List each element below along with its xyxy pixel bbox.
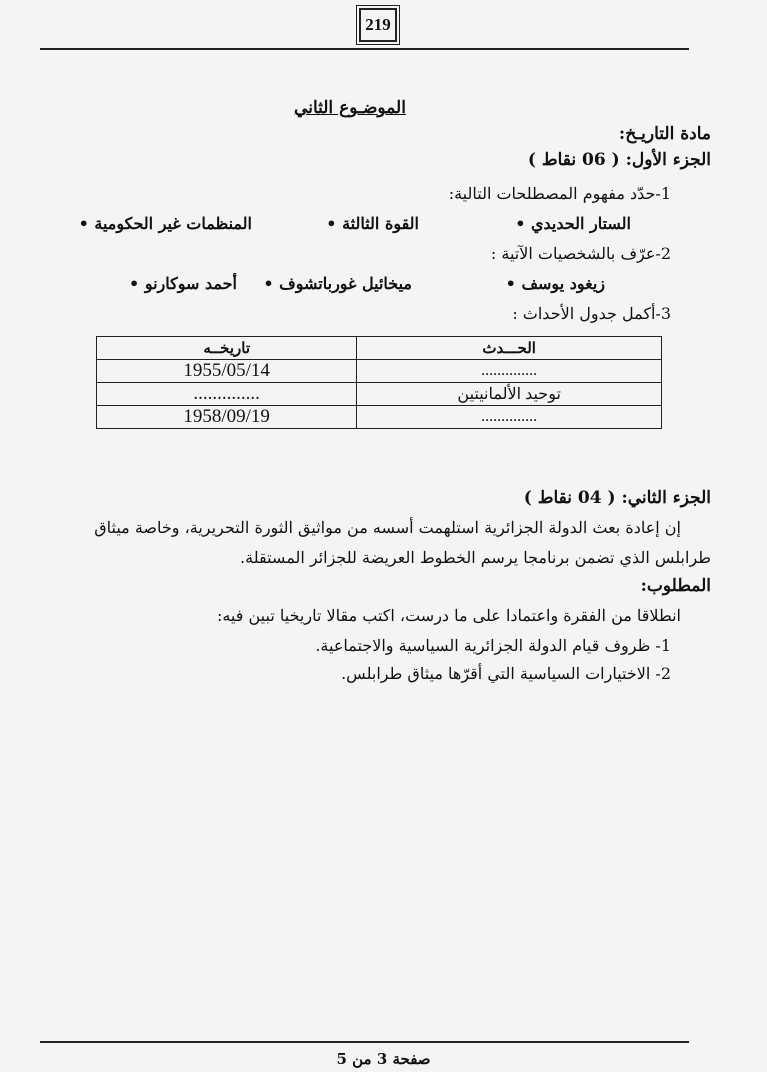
paragraph-line-1: إن إعادة بعث الدولة الجزائرية استلهمت أسسه من مواثيق الثورة التحريرية، وخاصة ميثاق xyxy=(94,518,681,537)
question-1: 1-حدّد مفهوم المصطلحات التالية: xyxy=(448,184,671,203)
page-number: 219 xyxy=(359,8,397,42)
event-cell: توحيد الألمانيتين xyxy=(357,383,662,406)
term-ngo: المنظمات غير الحكومية • xyxy=(79,214,252,233)
person-gorbachev: ميخائيل غورباتشوف • xyxy=(263,274,412,293)
question-2: 2-عرّف بالشخصيات الآتية : xyxy=(490,244,671,263)
header-event: الحـــدث xyxy=(357,337,662,360)
event-cell: .............. xyxy=(357,360,662,383)
table-row xyxy=(97,360,662,383)
required-label: المطلوب: xyxy=(640,576,711,596)
top-rule xyxy=(40,48,689,50)
person-zighoud: زيغود يوسف • xyxy=(506,274,605,293)
date-cell: 1958/09/19 xyxy=(97,406,357,429)
event-cell: .............. xyxy=(357,406,662,429)
page-footer: صفحة 3 من 5 xyxy=(336,1050,431,1068)
term-third-force: القوة الثالثة • xyxy=(326,214,419,233)
date-cell: 1955/05/14 xyxy=(97,360,357,383)
part2-heading: الجزء الثاني: ( 04 نقاط ) xyxy=(523,488,711,508)
events-table xyxy=(96,336,662,429)
bottom-rule xyxy=(40,1041,689,1043)
paragraph-line-2: طرابلس الذي تضمن برنامجا يرسم الخطوط العريضة للجزائر المستقلة. xyxy=(240,548,711,567)
header-date: تاريخــه xyxy=(97,337,357,360)
point-1: 1- ظروف قيام الدولة الجزائرية السياسية والاجتماعية. xyxy=(315,636,671,655)
point-2: 2- الاختيارات السياسية التي أقرّها ميثاق طرابلس. xyxy=(341,664,671,683)
instruction-text: انطلاقا من الفقرة واعتمادا على ما درست، اكتب مقالا تاريخيا تبين فيه: xyxy=(216,606,681,625)
part1-heading: الجزء الأول: ( 06 نقاط ) xyxy=(527,150,711,170)
table-row xyxy=(97,383,662,406)
question-3: 3-أكمل جدول الأحداث : xyxy=(512,304,671,323)
exam-title: الموضـوع الثاني xyxy=(294,98,406,118)
table-header-row xyxy=(97,337,662,360)
subject-label: مادة التاريـخ: xyxy=(618,124,711,144)
date-cell: .............. xyxy=(97,383,357,406)
person-sukarno: أحمد سوكارنو • xyxy=(129,274,237,293)
term-iron-curtain: الستار الحديدي • xyxy=(515,214,631,233)
table-row xyxy=(97,406,662,429)
